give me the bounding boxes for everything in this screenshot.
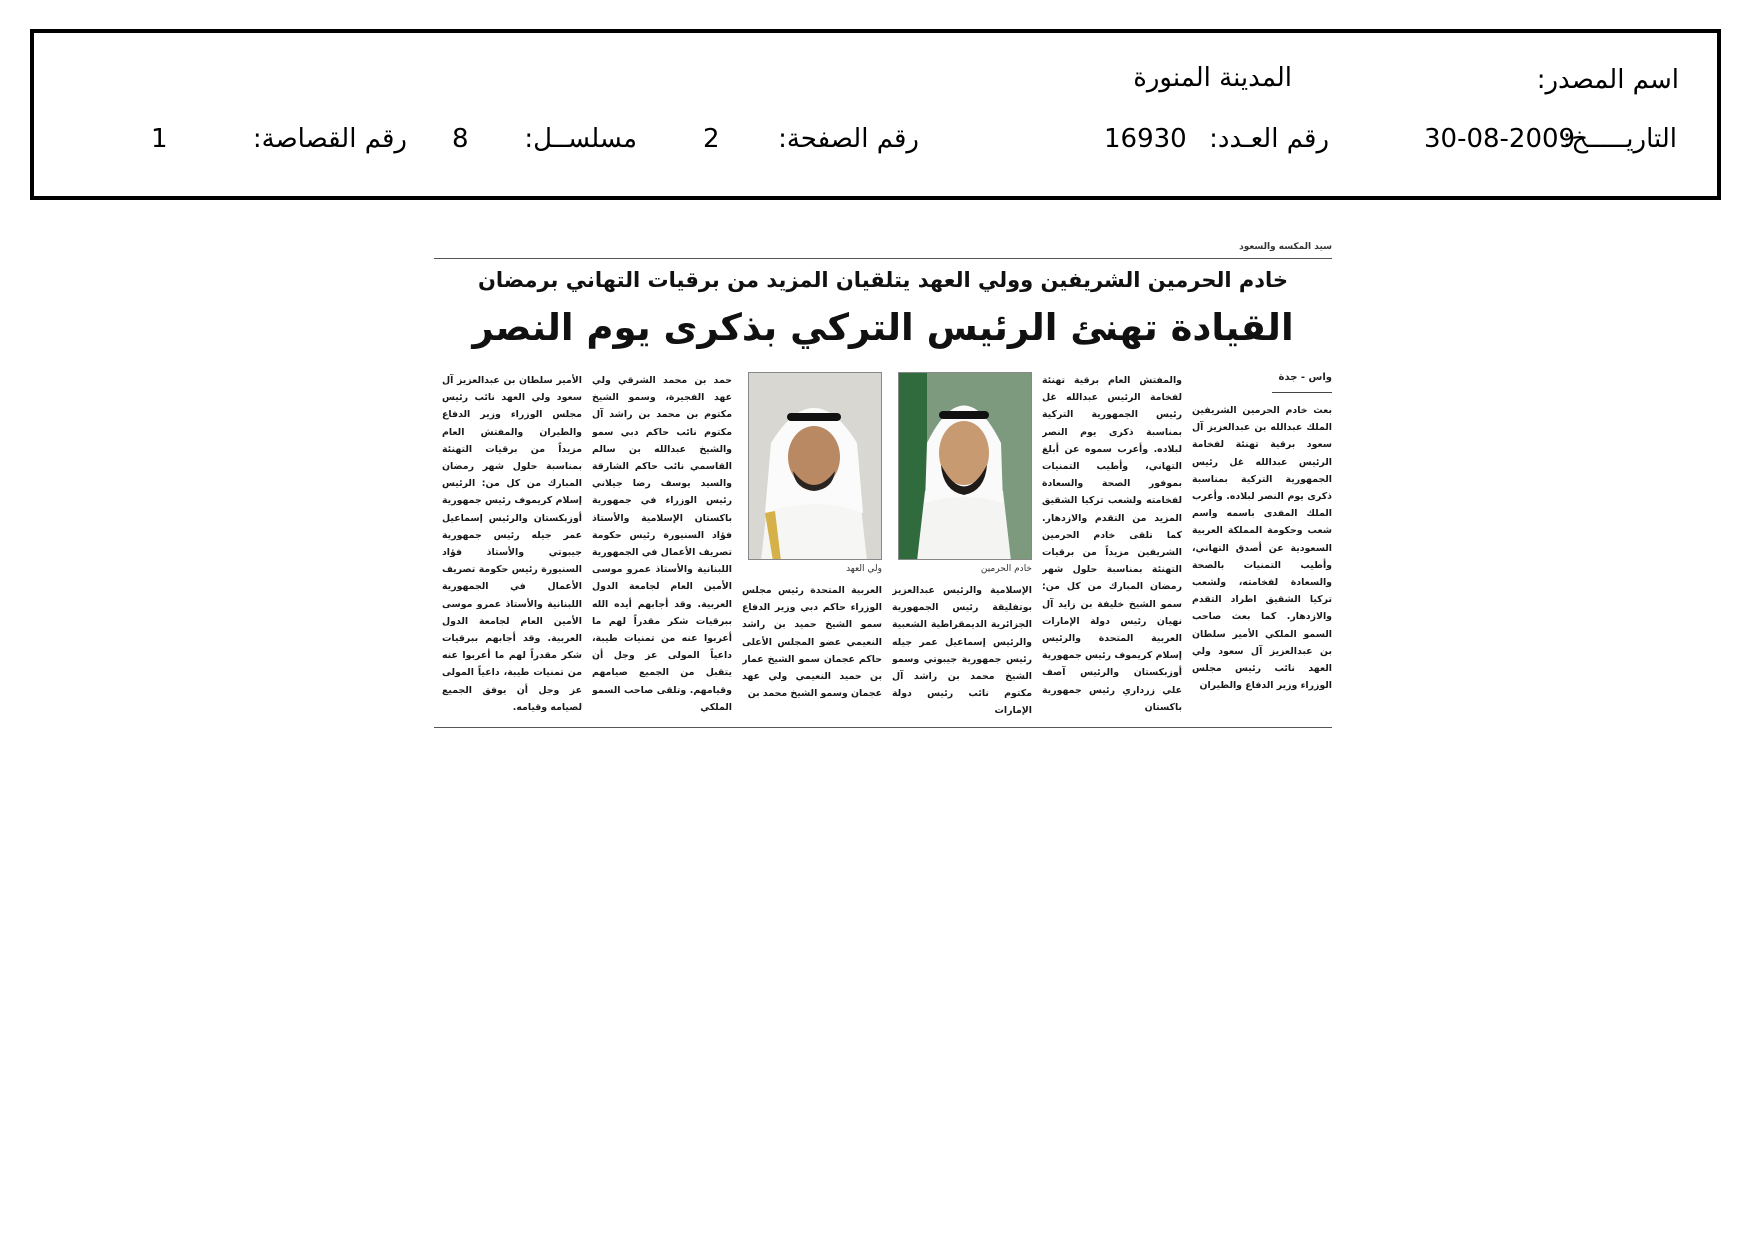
clipping-number-label: رقم القصاصة: — [252, 124, 407, 154]
portrait-1-image — [898, 373, 1031, 560]
top-rule — [434, 258, 1332, 259]
bottom-rule — [434, 727, 1332, 728]
page-number-value: 2 — [703, 124, 720, 154]
portrait-2-image — [748, 373, 881, 560]
issue-value: 16930 — [1104, 124, 1187, 154]
crown-prince-photo — [748, 372, 882, 560]
article-column-5: حمد بن محمد الشرقي ولي عهد الفجيرة، وسمو الشيخ مكتوم بن محمد بن راشد آل مكتوم نائب حاكم دبي سمو والشيخ عبدالله بن سالم القاسمي نائب حاكم الشارقة والسيد يوسف رضا جيلاني رئيس الوزراء في جمهورية باكستان الإسلامية والأستاذ فؤاد السنيورة رئيس حكومة تصريف الأعمال في الجمهورية اللبنانية والأستاذ عمرو موسى الأمين العام لجامعة الدول العربية. وقد أجابهم أيده الله ببرقيات شكر مقدراً لهم ما أعربوا عنه من تمنيات طيبة، داعياً المولى عز وجل أن يتقبل من الجميع صيامهم وقيامهم. وتلقى صاحب السمو الملكي — [592, 375, 732, 713]
serial-value: 8 — [452, 124, 469, 154]
article-column-2: والمفتش العام برقية تهنئة لفخامة الرئيس عبدالله غل رئيس الجمهورية التركية بمناسبة ذكرى يوم النصر لبلاده. وأعرب سموه عن أبلغ التهاني، وأطيب التمنيات بموفور الصحة والسعادة لفخامته ولشعب تركيا الشقيق المزيد من التقدم والازدهار. كما تلقى خادم الحرمين الشريفين مزيداً من برقيات التهنئة بمناسبة حلول شهر رمضان المبارك من كل من: سمو الشيخ خليفة بن زايد آل نهيان رئيس دولة الإمارات العربية المتحدة والرئيس إسلام كريموف رئيس جمهورية أوزبكستان والرئيس آصف علي زرداري رئيس جمهورية باكستان — [1042, 375, 1182, 713]
date-value: 30-08-2009 — [1424, 124, 1576, 154]
source-value: المدينة المنورة — [1133, 63, 1292, 93]
clipping-header-box — [30, 29, 1721, 200]
source-label: اسم المصدر: — [1536, 65, 1679, 95]
clipping-number-value: 1 — [151, 124, 168, 154]
date-label: التاريـــــخ: — [1562, 124, 1677, 154]
article-dateline: واس - جدة — [1278, 372, 1332, 383]
serial-label: مسلســل: — [524, 124, 637, 154]
article-headline: القيادة تهنئ الرئيس التركي بذكرى يوم النصر — [472, 306, 1294, 349]
article-column-4: العربية المتحدة رئيس مجلس الوزراء حاكم دبي وزير الدفاع سمو الشيخ حميد بن راشد النعيمي عضو المجلس الأعلى حاكم عجمان سمو الشيخ عمار بن حميد النعيمي ولي عهد عجمان وسمو الشيخ محمد بن — [742, 585, 882, 700]
king-abdullah-photo — [898, 372, 1032, 560]
section-tag: سيد المكسه والسعود — [1239, 242, 1332, 252]
article-subhead: خادم الحرمين الشريفين وولي العهد يتلقيان المزيد من برقيات التهاني برمضان — [477, 268, 1289, 292]
photo-2-caption: ولي العهد — [846, 564, 882, 574]
dateline-rule — [1272, 392, 1332, 393]
page-number-label: رقم الصفحة: — [778, 124, 919, 154]
newspaper-clipping — [434, 242, 1332, 728]
article-column-3: الإسلامية والرئيس عبدالعزيز بوتفليقة رئيس الجمهورية الجزائرية الديمقراطية الشعبية والرئيس إسماعيل عمر جيله رئيس جمهورية جيبوتي وسمو الشيخ محمد بن راشد آل مكتوم نائب رئيس دولة الإمارات — [892, 585, 1032, 717]
issue-label: رقم العـدد: — [1209, 124, 1329, 154]
article-column-1: بعث خادم الحرمين الشريفين الملك عبدالله بن عبدالعزيز آل سعود برقية تهنئة لفخامة الرئيس عبدالله غل رئيس الجمهورية التركية بمناسبة ذكرى يوم النصر لبلاده. وأعرب الملك المفدى باسمه واسم شعب وحكومة المملكة العربية السعودية عن أصدق التهاني، وأطيب التمنيات بالصحة والسعادة لفخامته، ولشعب تركيا الشقيق اطراد التقدم والازدهار. كما بعث صاحب السمو الملكي الأمير سلطان بن عبدالعزيز آل سعود ولي العهد نائب رئيس مجلس الوزراء وزير الدفاع والطيران — [1192, 405, 1332, 692]
photo-1-caption: خادم الحرمين — [980, 564, 1032, 574]
article-column-6: الأمير سلطان بن عبدالعزيز آل سعود ولي العهد نائب رئيس مجلس الوزراء وزير الدفاع والطيران والمفتش العام مزيداً من برقيات التهنئة بمناسبة حلول شهر رمضان المبارك من كل من: الرئيس إسلام كريموف رئيس جمهورية أوزبكستان والرئيس إسماعيل عمر جيله رئيس جمهورية جيبوتي والأستاذ فؤاد السنيورة رئيس حكومة تصريف الأعمال في الجمهورية اللبنانية والأستاذ عمرو موسى الأمين العام لجامعة الدول العربية. وقد أجابهم ببرقيات شكر مقدراً لهم ما أعربوا عنه من تمنيات طيبة، داعياً المولى عز وجل أن يوفق الجميع لصيامه وقيامه. — [442, 375, 582, 713]
